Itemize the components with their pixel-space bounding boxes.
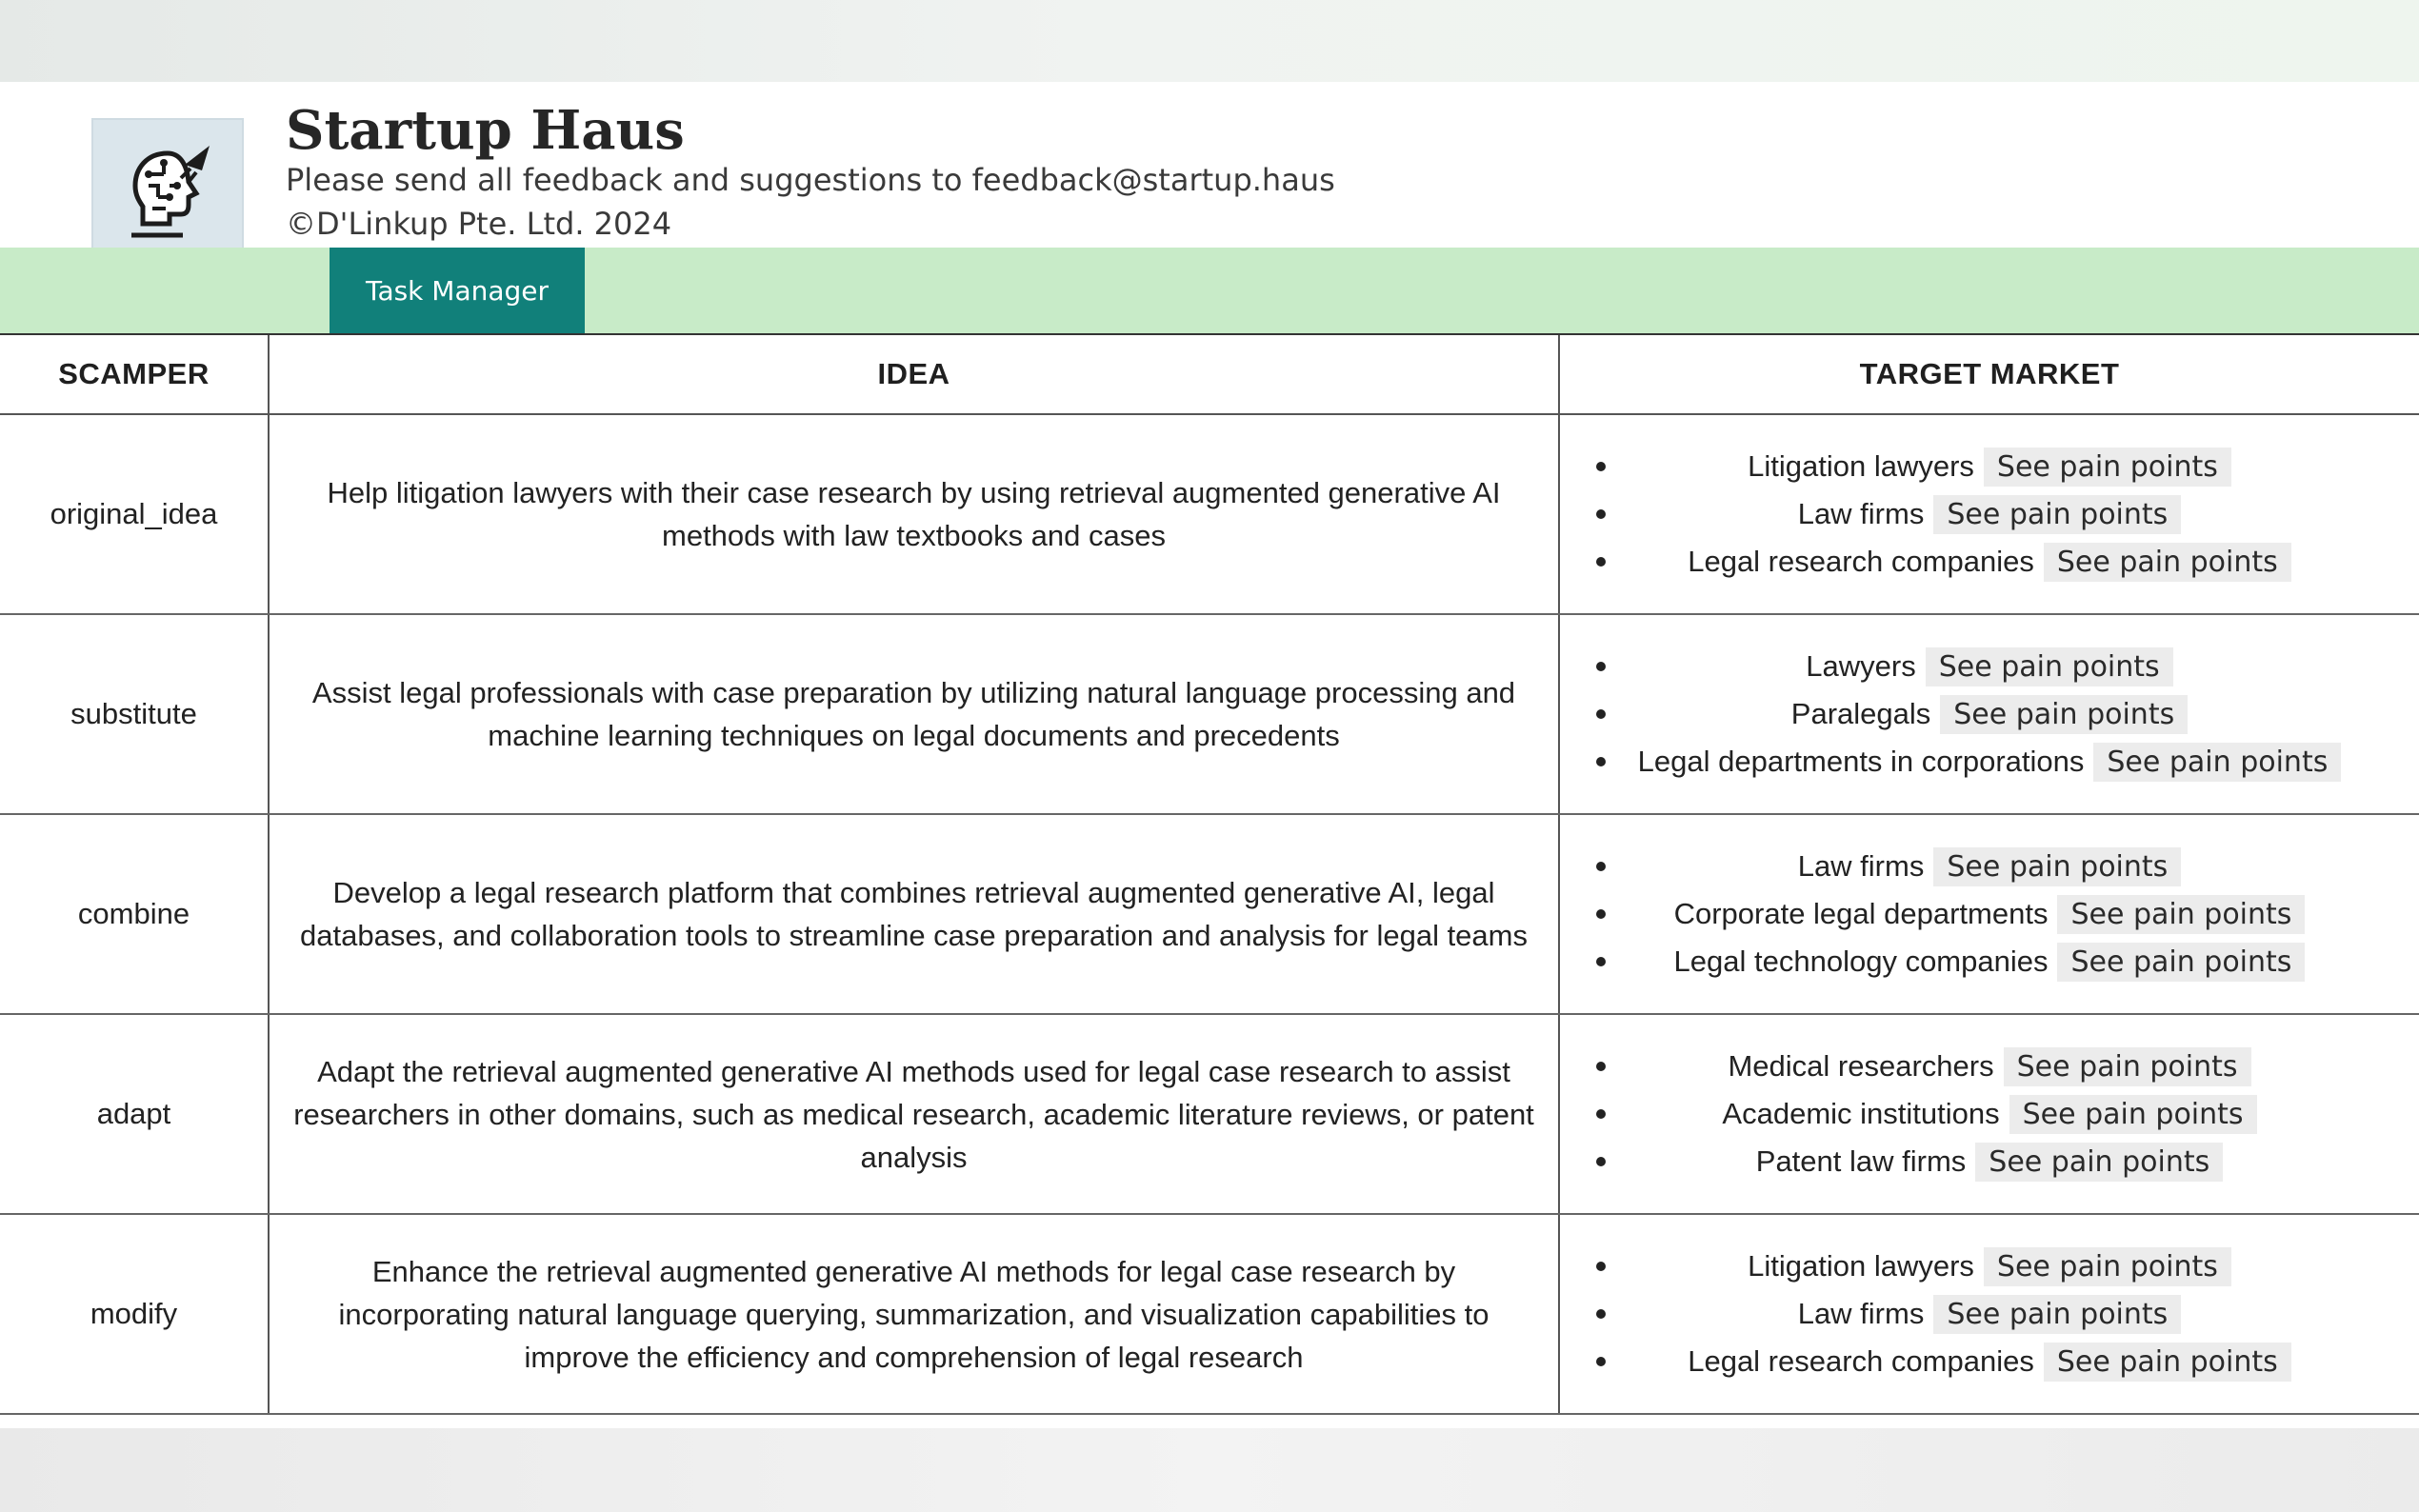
column-header-target-market: TARGET MARKET (1559, 334, 2419, 414)
market-name: Lawyers (1806, 649, 1916, 683)
bullet-icon (1596, 909, 1606, 919)
market-name: Legal technology companies (1673, 945, 2049, 978)
see-pain-points-button[interactable]: See pain points (1926, 647, 2173, 686)
scamper-cell: original_idea (0, 414, 269, 614)
market-list (1560, 443, 2419, 586)
bullet-icon (1596, 862, 1606, 871)
idea-cell: Develop a legal research platform that combines retrieval augmented generative AI, legal databases, and collaboration tools to streamline case preparation and analysis for legal teams (269, 814, 1559, 1014)
bullet-icon (1596, 1262, 1606, 1271)
bullet-icon (1596, 1309, 1606, 1319)
bullet-icon (1596, 709, 1606, 719)
idea-cell: Assist legal professionals with case preparation by utilizing natural language processing and machine learning techniques on legal documents and precedents (269, 614, 1559, 814)
market-name: Paralegals (1790, 697, 1931, 730)
see-pain-points-button[interactable]: See pain points (1933, 495, 2181, 534)
bullet-icon (1596, 509, 1606, 519)
scamper-cell: adapt (0, 1014, 269, 1214)
market-list (1560, 1043, 2419, 1185)
column-header-idea: IDEA (269, 334, 1559, 414)
bullet-icon (1596, 1109, 1606, 1119)
see-pain-points-button[interactable]: See pain points (2093, 743, 2341, 782)
top-strip (0, 0, 2419, 82)
idea-cell: Help litigation lawyers with their case research by using retrieval augmented generative AI methods with law textbooks and cases (269, 414, 1559, 614)
bullet-icon (1596, 1157, 1606, 1166)
market-name: Law firms (1797, 497, 1925, 530)
see-pain-points-button[interactable]: See pain points (1984, 448, 2231, 487)
bullet-icon (1596, 957, 1606, 966)
bullet-icon (1596, 1062, 1606, 1071)
table-header-row (0, 334, 2419, 414)
see-pain-points-button[interactable]: See pain points (2004, 1047, 2251, 1086)
scamper-cell: combine (0, 814, 269, 1014)
idea-cell: Adapt the retrieval augmented generative AI methods used for legal case research to assist researchers in other domains, such as medical research, academic literature reviews, or patent analysis (269, 1014, 1559, 1214)
bullet-icon (1596, 757, 1606, 766)
see-pain-points-button[interactable]: See pain points (1933, 847, 2181, 886)
bullet-icon (1596, 1357, 1606, 1366)
market-list (1560, 643, 2419, 786)
list-item (1560, 1138, 2419, 1185)
market-name: Law firms (1797, 849, 1925, 883)
bullet-icon (1596, 462, 1606, 471)
target-market-cell (1559, 1014, 2419, 1214)
market-name: Law firms (1797, 1297, 1925, 1330)
market-name: Legal research companies (1688, 1344, 2034, 1378)
feedback-line: Please send all feedback and suggestions to feedback@startup.haus (286, 162, 1335, 198)
see-pain-points-button[interactable]: See pain points (1940, 695, 2188, 734)
market-name: Litigation lawyers (1748, 1249, 1974, 1283)
tab-task-manager[interactable]: Task Manager (330, 248, 585, 333)
market-list (1560, 1243, 2419, 1385)
target-market-cell (1559, 414, 2419, 614)
column-header-scamper: SCAMPER (0, 334, 269, 414)
list-item (1560, 490, 2419, 538)
market-name: Litigation lawyers (1748, 449, 1974, 483)
market-name: Medical researchers (1728, 1049, 1994, 1083)
bullet-icon (1596, 557, 1606, 567)
market-name: Legal research companies (1688, 545, 2034, 578)
bottom-fade (0, 1428, 2419, 1512)
list-item (1560, 443, 2419, 490)
list-item (1560, 690, 2419, 738)
market-list (1560, 843, 2419, 985)
table-row (0, 814, 2419, 1014)
see-pain-points-button[interactable]: See pain points (2057, 895, 2305, 934)
list-item (1560, 643, 2419, 690)
list-item (1560, 890, 2419, 938)
idea-cell: Enhance the retrieval augmented generative AI methods for legal case research by incorporating natural language querying, summarization, and visualization capabilities to improve the efficiency and comprehension of legal research (269, 1214, 1559, 1414)
list-item (1560, 1090, 2419, 1138)
target-market-cell (1559, 614, 2419, 814)
list-item (1560, 1290, 2419, 1338)
market-name: Academic institutions (1722, 1097, 2000, 1130)
see-pain-points-button[interactable]: See pain points (1984, 1247, 2231, 1286)
scamper-table (0, 333, 2419, 1415)
list-item (1560, 1243, 2419, 1290)
scamper-cell: substitute (0, 614, 269, 814)
see-pain-points-button[interactable]: See pain points (2009, 1095, 2257, 1134)
table-row (0, 614, 2419, 814)
ai-head-rocket-icon (110, 136, 225, 250)
table-row (0, 1214, 2419, 1414)
list-item (1560, 1338, 2419, 1385)
see-pain-points-button[interactable]: See pain points (1933, 1295, 2181, 1334)
see-pain-points-button[interactable]: See pain points (2057, 943, 2305, 982)
bullet-icon (1596, 662, 1606, 671)
list-item (1560, 538, 2419, 586)
copyright-line: ©D'Linkup Pte. Ltd. 2024 (286, 206, 672, 242)
list-item (1560, 1043, 2419, 1090)
table-row (0, 1014, 2419, 1214)
see-pain-points-button[interactable]: See pain points (2044, 1343, 2291, 1382)
list-item (1560, 938, 2419, 985)
list-item (1560, 843, 2419, 890)
see-pain-points-button[interactable]: See pain points (1975, 1143, 2223, 1182)
market-name: Patent law firms (1755, 1144, 1967, 1178)
target-market-cell (1559, 1214, 2419, 1414)
market-name: Corporate legal departments (1673, 897, 2049, 930)
logo (91, 118, 244, 269)
table-row (0, 414, 2419, 614)
page-title: Startup Haus (286, 99, 685, 162)
target-market-cell (1559, 814, 2419, 1014)
scamper-cell: modify (0, 1214, 269, 1414)
see-pain-points-button[interactable]: See pain points (2044, 543, 2291, 582)
list-item (1560, 738, 2419, 786)
market-name: Legal departments in corporations (1637, 745, 2085, 778)
